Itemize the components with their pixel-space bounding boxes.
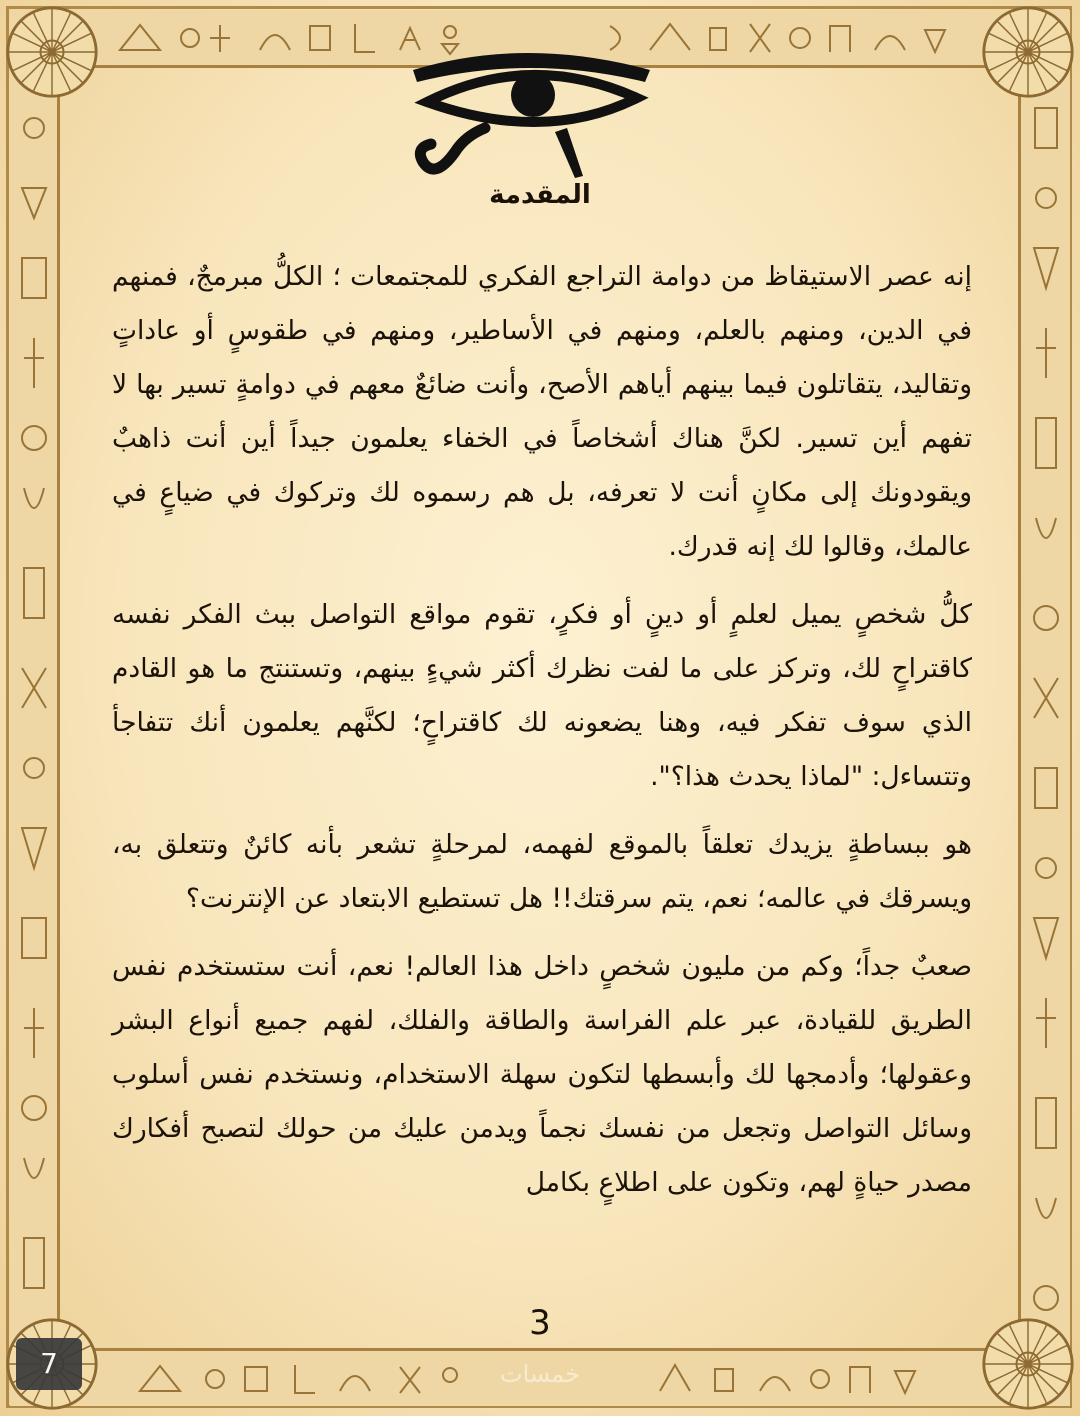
chapter-heading: المقدمة [489, 180, 591, 210]
paragraph: كلُّ شخصٍ يميل لعلمٍ أو دينٍ أو فكرٍ، تقوم مواقع التواصل ببث الفكر نفسه كاقتراحٍ لك، وتركز على ما لفت نظرك أكثر شيءٍ بينهم، وتستنتج ما هو القادم الذي سوف تفكر فيه، وهنا يضعونه لك كاقتراحٍ؛ لكنَّهم يعلمون أنك تتفاجأ وتتساءل: "لماذا يحدث هذا؟". [112, 599, 972, 792]
hieroglyph-pattern-left [10, 68, 58, 1348]
watermark: خمسات [499, 1360, 581, 1388]
paragraph: صعبٌ جداً؛ وكم من مليون شخصٍ داخل هذا العالم! نعم، أنت ستستخدم نفس الطريق للقيادة، عبر علم الفراسة والطاقة والفلك، لفهم جميع أنواع البشر وعقولها؛ وأدمجها لك وأبسطها لتكون سهلة الاستخدام، ونستخدم نفس أسلوب وسائل التواصل وتجعل من نفسك نجماً ويدمن عليك من حولك لتصبح أفكارك مصدر حياةٍ لهم، وتكون على اطلاعٍ بكامل [112, 951, 972, 1198]
hieroglyph-border-left [10, 68, 60, 1348]
page-counter-badge[interactable]: 7 [16, 1338, 82, 1390]
hieroglyph-pattern-right [1021, 68, 1071, 1348]
page-number: 3 [529, 1303, 551, 1343]
eye-of-horus-icon [405, 40, 655, 185]
hieroglyph-border-right [1018, 68, 1070, 1348]
body-text [112, 250, 972, 1210]
corner-rosette-icon [4, 4, 100, 100]
paragraph: إنه عصر الاستيقاظ من دوامة التراجع الفكري للمجتمعات ؛ الكلُّ مبرمجٌ، فمنهم في الدين، ومنهم بالعلم، ومنهم في الأساطير، ومنهم في طقوسٍ أو عاداتٍ وتقاليد، يتقاتلون فيما بينهم أياهم الأصح، وأنت ضائعٌ معهم في دوامةٍ تسير بها لا تفهم أين تسير. لكنَّ هناك أشخاصاً في الخفاء يعلمون جيداً أين أنت ذاهبٌ ويقودونك إلى مكانٍ أنت لا تعرفه، بل هم رسموه لك وتركوك في ضياعٍ في عالمك، وقالوا لك إنه قدرك. [112, 261, 972, 562]
corner-rosette-icon [980, 4, 1076, 100]
paragraph: هو ببساطةٍ يزيدك تعلقاً بالموقع لفهمه، لمرحلةٍ تشعر بأنه كائنٌ وتتعلق به، ويسرقك في عالمه؛ نعم، يتم سرقتك!! هل تستطيع الابتعاد عن الإنترنت؟ [112, 829, 972, 914]
